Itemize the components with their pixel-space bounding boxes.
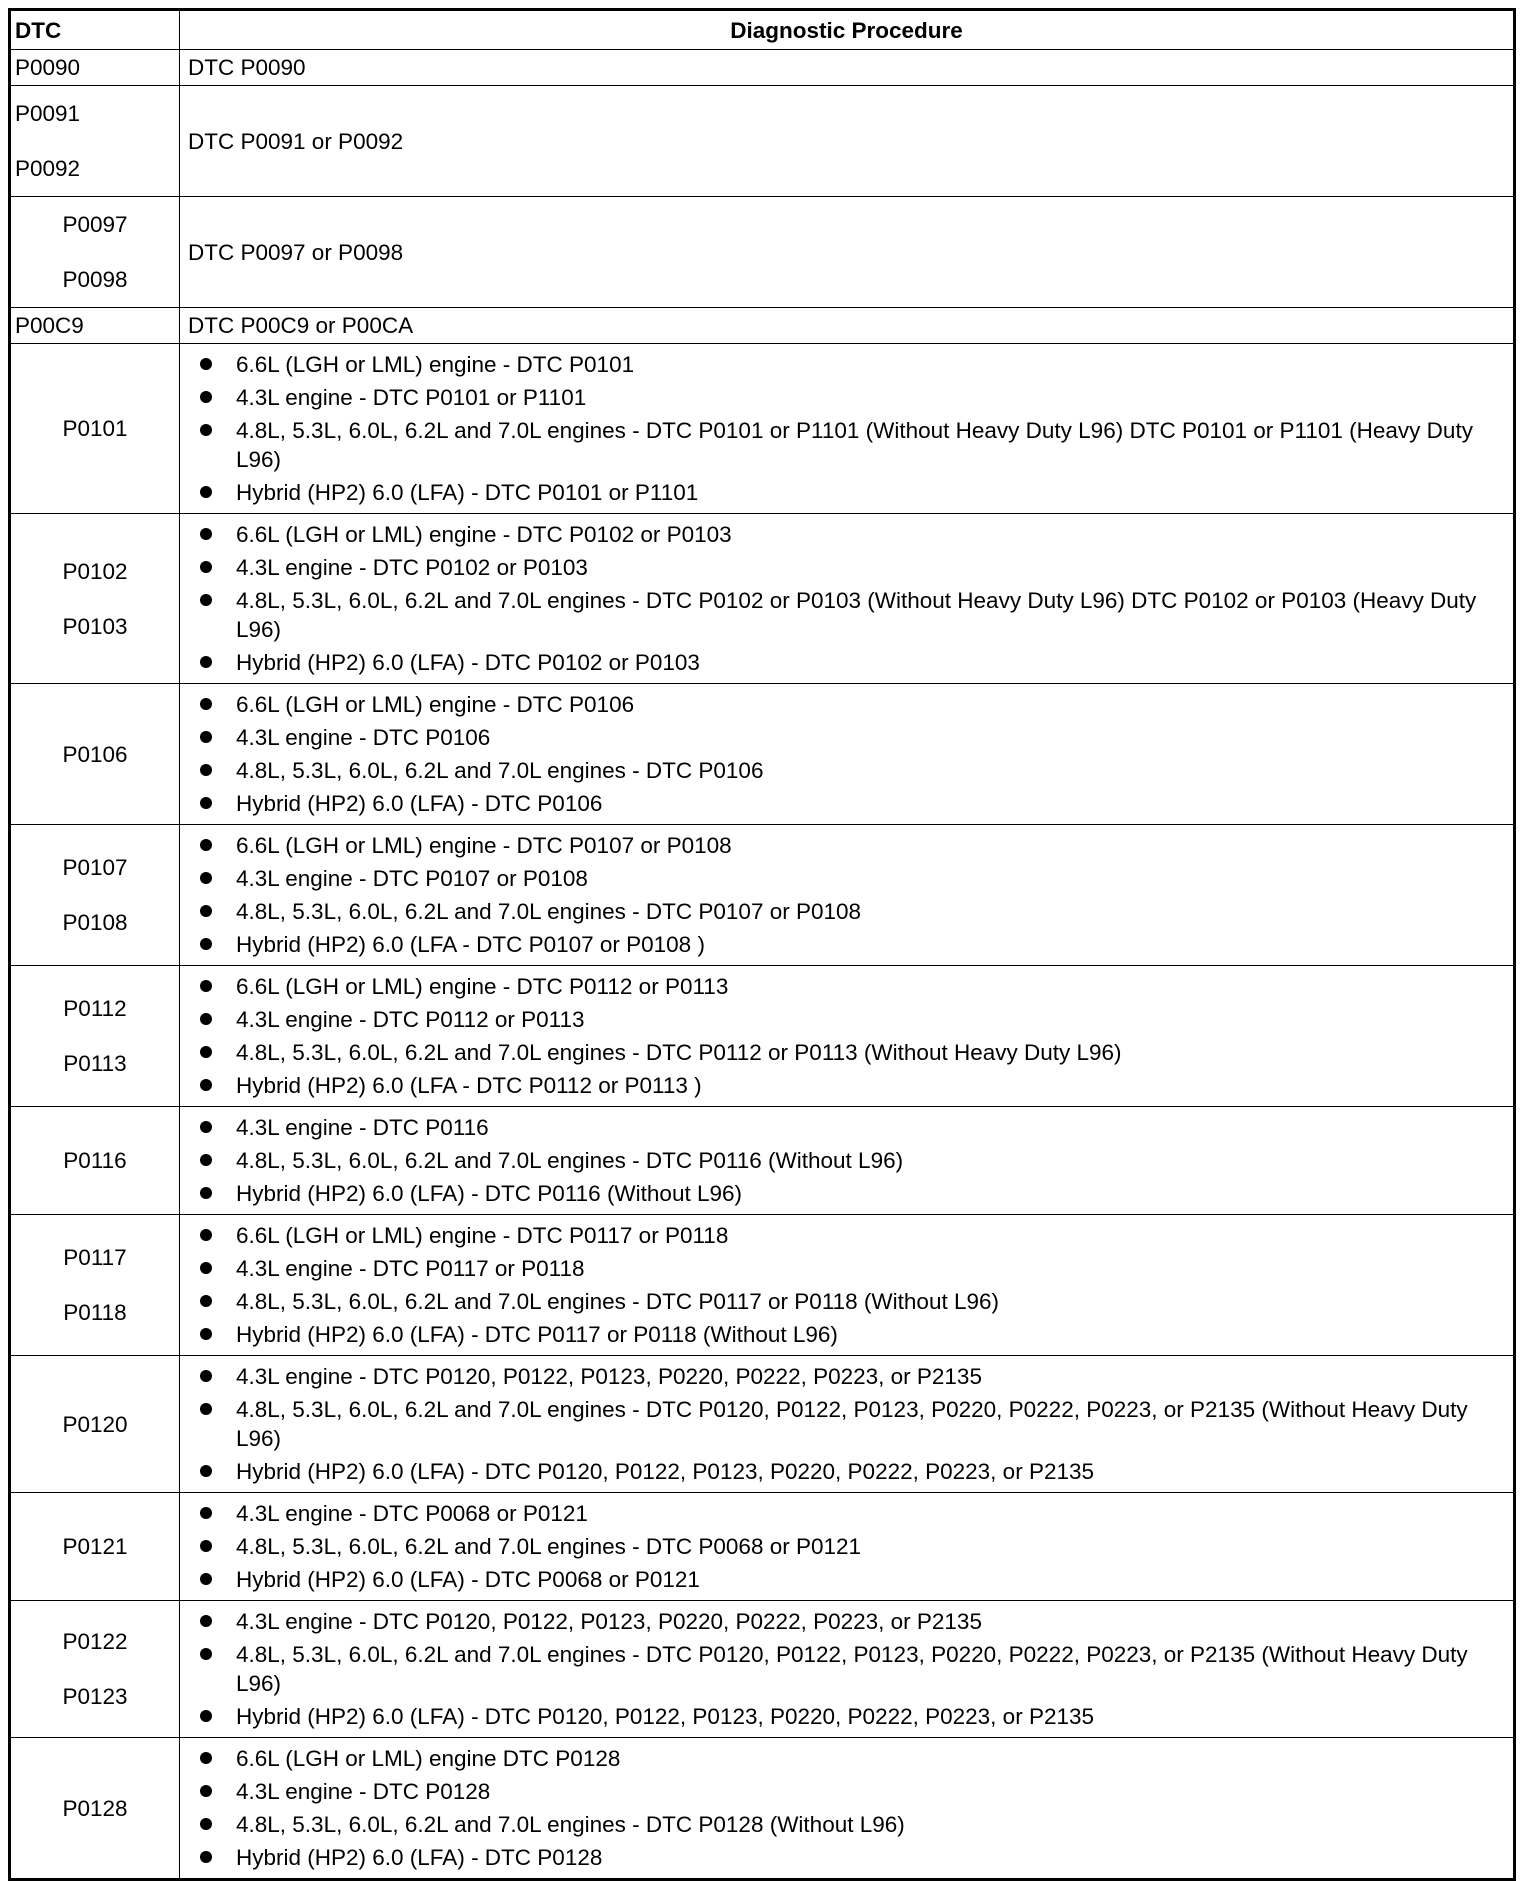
- dtc-code: P0102: [62, 558, 128, 584]
- table-row: [10, 1601, 1515, 1738]
- dtc-code: P0108: [62, 910, 128, 935]
- procedure-text: DTC P00C9 or P00CA: [188, 313, 414, 338]
- dtc-code-cell: [10, 344, 180, 514]
- table-row: [10, 344, 1515, 514]
- dtc-code-cell: [10, 86, 180, 197]
- diagnostic-procedure-cell: [180, 197, 1515, 308]
- diagnostic-procedure-cell: [180, 1356, 1515, 1493]
- dtc-code-cell: [10, 1215, 180, 1356]
- diagnostic-procedure-cell: [180, 50, 1515, 86]
- list-item: 4.8L, 5.3L, 6.0L, 6.2L and 7.0L engines - DTC P0120, P0122, P0123, P0220, P0222, P0223, or P2135 (Without Heavy Duty L96): [188, 1393, 1488, 1455]
- diagnostic-procedure-cell: [180, 1215, 1515, 1356]
- table-row: [10, 1493, 1515, 1601]
- table-row: [10, 1215, 1515, 1356]
- diagnostic-procedure-cell: [180, 86, 1515, 197]
- list-item: Hybrid (HP2) 6.0 (LFA - DTC P0107 or P0108 ): [188, 928, 1488, 961]
- list-item: 4.8L, 5.3L, 6.0L, 6.2L and 7.0L engines - DTC P0112 or P0113 (Without Heavy Duty L96): [188, 1036, 1488, 1069]
- table-row: [10, 308, 1515, 344]
- list-item: Hybrid (HP2) 6.0 (LFA) - DTC P0117 or P0118 (Without L96): [188, 1318, 1488, 1351]
- list-item: 4.8L, 5.3L, 6.0L, 6.2L and 7.0L engines - DTC P0102 or P0103 (Without Heavy Duty L96) DTC P0102 or P0103 (Heavy Duty L96): [188, 584, 1488, 646]
- list-item: 4.8L, 5.3L, 6.0L, 6.2L and 7.0L engines - DTC P0117 or P0118 (Without L96): [188, 1285, 1488, 1318]
- list-item: 4.8L, 5.3L, 6.0L, 6.2L and 7.0L engines - DTC P0068 or P0121: [188, 1530, 1488, 1563]
- diagnostic-procedure-cell: [180, 684, 1515, 825]
- dtc-code-cell: [10, 1107, 180, 1215]
- list-item: 6.6L (LGH or LML) engine DTC P0128: [188, 1742, 1488, 1775]
- list-item: 4.8L, 5.3L, 6.0L, 6.2L and 7.0L engines - DTC P0107 or P0108: [188, 895, 1488, 928]
- dtc-code: P0117: [63, 1245, 127, 1270]
- document-page: [8, 8, 1516, 1881]
- list-item: Hybrid (HP2) 6.0 (LFA) - DTC P0116 (Without L96): [188, 1177, 1488, 1210]
- dtc-code: P0090: [15, 55, 81, 80]
- table-row: [10, 825, 1515, 966]
- list-item: 4.8L, 5.3L, 6.0L, 6.2L and 7.0L engines - DTC P0128 (Without L96): [188, 1808, 1488, 1841]
- dtc-code: P0091: [15, 101, 81, 126]
- diagnostic-procedure-cell: [180, 514, 1515, 684]
- procedure-list: [188, 1742, 1513, 1874]
- dtc-table: [8, 8, 1516, 1881]
- diagnostic-procedure-cell: [180, 1107, 1515, 1215]
- dtc-code-cell: [10, 308, 180, 344]
- table-body: [10, 50, 1515, 1880]
- list-item: 4.8L, 5.3L, 6.0L, 6.2L and 7.0L engines - DTC P0116 (Without L96): [188, 1144, 1488, 1177]
- table-row: [10, 684, 1515, 825]
- dtc-code-cell: [10, 50, 180, 86]
- dtc-code-cell: [10, 1738, 180, 1880]
- procedure-list: [188, 348, 1513, 509]
- dtc-code: P0120: [62, 1411, 128, 1437]
- dtc-code: P0123: [62, 1684, 128, 1709]
- list-item: Hybrid (HP2) 6.0 (LFA) - DTC P0106: [188, 787, 1488, 820]
- list-item: 6.6L (LGH or LML) engine - DTC P0102 or P0103: [188, 518, 1488, 551]
- list-item: 4.3L engine - DTC P0117 or P0118: [188, 1252, 1488, 1285]
- list-item: 4.3L engine - DTC P0107 or P0108: [188, 862, 1488, 895]
- dtc-code: P0098: [62, 267, 128, 292]
- dtc-code: P0107: [62, 855, 128, 880]
- diagnostic-procedure-cell: [180, 825, 1515, 966]
- procedure-text: DTC P0097 or P0098: [188, 239, 404, 265]
- procedure-list: [188, 1219, 1513, 1351]
- list-item: Hybrid (HP2) 6.0 (LFA) - DTC P0120, P0122, P0123, P0220, P0222, P0223, or P2135: [188, 1455, 1488, 1488]
- table-row: [10, 50, 1515, 86]
- table-row: [10, 514, 1515, 684]
- procedure-text: DTC P0090: [188, 55, 306, 80]
- list-item: Hybrid (HP2) 6.0 (LFA) - DTC P0128: [188, 1841, 1488, 1874]
- table-row: [10, 197, 1515, 308]
- dtc-code: P00C9: [15, 313, 84, 338]
- procedure-list: [188, 1111, 1513, 1210]
- table-row: [10, 86, 1515, 197]
- list-item: 6.6L (LGH or LML) engine - DTC P0112 or P0113: [188, 970, 1488, 1003]
- dtc-code: P0092: [15, 156, 81, 181]
- list-item: 4.3L engine - DTC P0128: [188, 1775, 1488, 1808]
- list-item: Hybrid (HP2) 6.0 (LFA) - DTC P0120, P0122, P0123, P0220, P0222, P0223, or P2135: [188, 1700, 1488, 1733]
- list-item: 6.6L (LGH or LML) engine - DTC P0117 or P0118: [188, 1219, 1488, 1252]
- dtc-code-cell: [10, 1493, 180, 1601]
- procedure-list: [188, 688, 1513, 820]
- diagnostic-procedure-cell: [180, 1601, 1515, 1738]
- list-item: Hybrid (HP2) 6.0 (LFA) - DTC P0101 or P1101: [188, 476, 1488, 509]
- dtc-code-cell: [10, 514, 180, 684]
- dtc-code: P0118: [63, 1300, 127, 1325]
- dtc-code-cell: [10, 825, 180, 966]
- dtc-code: P0116: [63, 1148, 127, 1173]
- table-row: [10, 1356, 1515, 1493]
- list-item: 4.3L engine - DTC P0120, P0122, P0123, P0220, P0222, P0223, or P2135: [188, 1360, 1488, 1393]
- procedure-list: [188, 518, 1513, 679]
- diagnostic-procedure-cell: [180, 1738, 1515, 1880]
- table-row: [10, 1107, 1515, 1215]
- procedure-list: [188, 1605, 1513, 1733]
- list-item: 4.8L, 5.3L, 6.0L, 6.2L and 7.0L engines - DTC P0106: [188, 754, 1488, 787]
- dtc-code: P0122: [62, 1629, 128, 1654]
- dtc-code-cell: [10, 1601, 180, 1738]
- dtc-code: P0128: [62, 1795, 128, 1821]
- table-row: [10, 1738, 1515, 1880]
- dtc-code-cell: [10, 966, 180, 1107]
- procedure-list: [188, 829, 1513, 961]
- header-diagnostic-procedure: Diagnostic Procedure: [180, 10, 1515, 50]
- table-row: [10, 966, 1515, 1107]
- table-header-row: [10, 10, 1515, 50]
- list-item: 4.8L, 5.3L, 6.0L, 6.2L and 7.0L engines - DTC P0101 or P1101 (Without Heavy Duty L96) DTC P0101 or P1101 (Heavy Duty L96): [188, 414, 1488, 476]
- procedure-list: [188, 1360, 1513, 1488]
- diagnostic-procedure-cell: [180, 1493, 1515, 1601]
- dtc-code-cell: [10, 197, 180, 308]
- diagnostic-procedure-cell: [180, 966, 1515, 1107]
- dtc-code: P0112: [63, 996, 127, 1021]
- list-item: Hybrid (HP2) 6.0 (LFA) - DTC P0068 or P0121: [188, 1563, 1488, 1596]
- procedure-text: DTC P0091 or P0092: [188, 128, 404, 154]
- list-item: 4.3L engine - DTC P0068 or P0121: [188, 1497, 1488, 1530]
- dtc-code: P0121: [62, 1534, 128, 1559]
- dtc-code: P0101: [62, 416, 128, 441]
- list-item: 4.3L engine - DTC P0112 or P0113: [188, 1003, 1488, 1036]
- dtc-code-cell: [10, 684, 180, 825]
- list-item: 4.3L engine - DTC P0116: [188, 1111, 1488, 1144]
- list-item: Hybrid (HP2) 6.0 (LFA - DTC P0112 or P0113 ): [188, 1069, 1488, 1102]
- dtc-code: P0106: [62, 741, 128, 767]
- dtc-code-cell: [10, 1356, 180, 1493]
- list-item: 6.6L (LGH or LML) engine - DTC P0101: [188, 348, 1488, 381]
- list-item: 4.3L engine - DTC P0120, P0122, P0123, P0220, P0222, P0223, or P2135: [188, 1605, 1488, 1638]
- diagnostic-procedure-cell: [180, 344, 1515, 514]
- list-item: 4.3L engine - DTC P0101 or P1101: [188, 381, 1488, 414]
- list-item: 6.6L (LGH or LML) engine - DTC P0106: [188, 688, 1488, 721]
- dtc-code: P0103: [62, 613, 128, 639]
- list-item: 6.6L (LGH or LML) engine - DTC P0107 or P0108: [188, 829, 1488, 862]
- dtc-code: P0097: [62, 212, 128, 237]
- list-item: Hybrid (HP2) 6.0 (LFA) - DTC P0102 or P0103: [188, 646, 1488, 679]
- header-dtc: DTC: [10, 10, 180, 50]
- procedure-list: [188, 1497, 1513, 1596]
- list-item: 4.3L engine - DTC P0102 or P0103: [188, 551, 1488, 584]
- list-item: 4.3L engine - DTC P0106: [188, 721, 1488, 754]
- dtc-code: P0113: [63, 1051, 127, 1076]
- diagnostic-procedure-cell: [180, 308, 1515, 344]
- list-item: 4.8L, 5.3L, 6.0L, 6.2L and 7.0L engines - DTC P0120, P0122, P0123, P0220, P0222, P0223, or P2135 (Without Heavy Duty L96): [188, 1638, 1488, 1700]
- procedure-list: [188, 970, 1513, 1102]
